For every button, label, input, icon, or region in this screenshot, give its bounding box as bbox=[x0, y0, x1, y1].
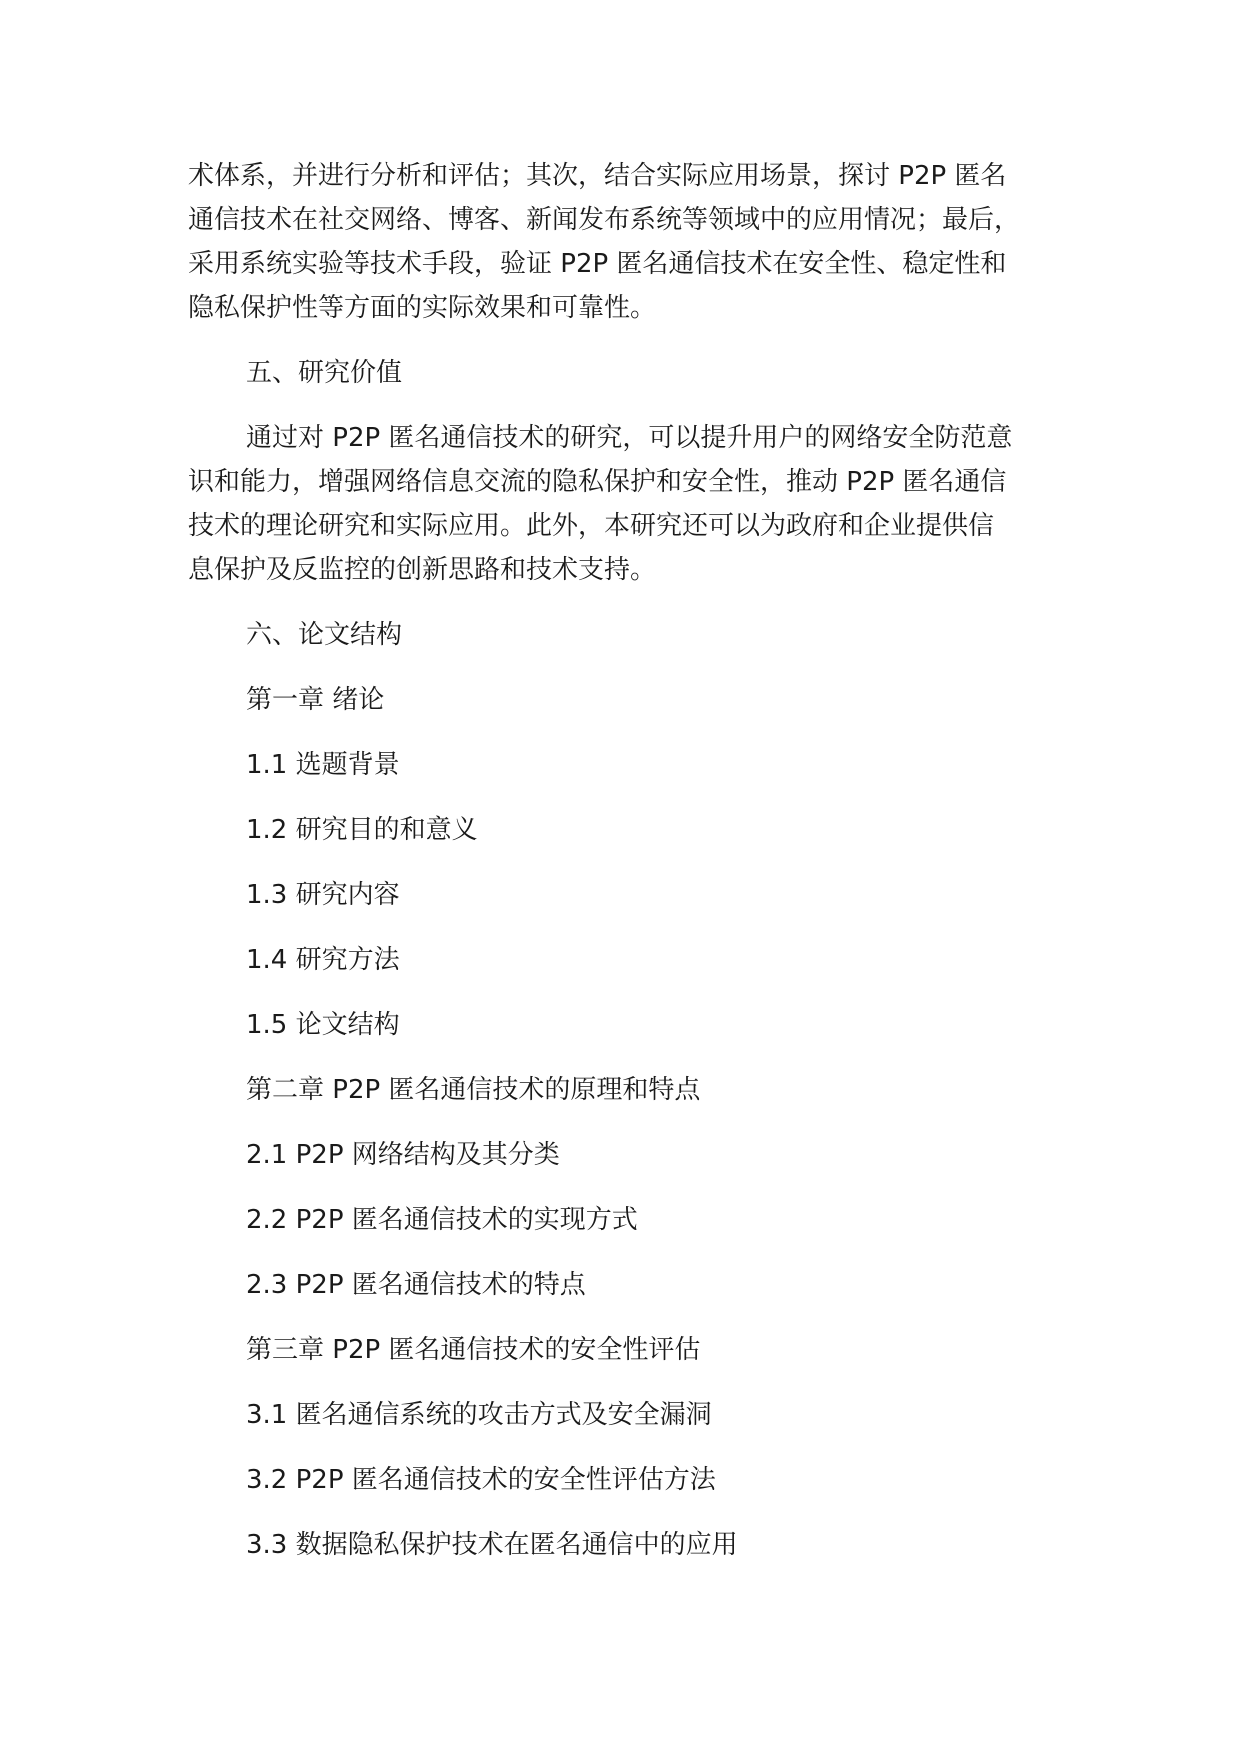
paragraph-research-value bbox=[188, 416, 1088, 592]
paragraph-line: 术体系，并进行分析和评估；其次，结合实际应用场景，探讨 P2P 匿名 bbox=[188, 161, 1007, 191]
paragraph-line: 隐私保护性等方面的实际效果和可靠性。 bbox=[188, 293, 657, 323]
paragraph-line: 技术的理论研究和实际应用。此外，本研究还可以为政府和企业提供信 bbox=[188, 511, 995, 541]
outline-item: 1.3 研究内容 bbox=[246, 880, 400, 910]
outline-item: 2.2 P2P 匿名通信技术的实现方式 bbox=[246, 1205, 638, 1235]
outline-item: 1.4 研究方法 bbox=[246, 945, 400, 975]
section-heading-thesis-structure: 六、论文结构 bbox=[246, 620, 403, 650]
outline-item: 1.1 选题背景 bbox=[246, 750, 400, 780]
thesis-outline bbox=[188, 657, 1088, 1567]
paragraph-line: 通信技术在社交网络、博客、新闻发布系统等领域中的应用情况；最后， bbox=[188, 205, 1021, 235]
outline-item: 第一章 绪论 bbox=[246, 685, 385, 715]
outline-item: 2.1 P2P 网络结构及其分类 bbox=[246, 1140, 560, 1170]
paragraph-line: 采用系统实验等技术手段，验证 P2P 匿名通信技术在安全性、稳定性和 bbox=[188, 249, 1007, 279]
outline-item: 3.3 数据隐私保护技术在匿名通信中的应用 bbox=[246, 1530, 738, 1560]
section-heading-research-value: 五、研究价值 bbox=[246, 358, 403, 388]
outline-item: 3.1 匿名通信系统的攻击方式及安全漏洞 bbox=[246, 1400, 712, 1430]
paragraph-line: 通过对 P2P 匿名通信技术的研究，可以提升用户的网络安全防范意 bbox=[246, 423, 1013, 453]
paragraph-line: 识和能力，增强网络信息交流的隐私保护和安全性，推动 P2P 匿名通信 bbox=[188, 467, 1007, 497]
outline-item: 3.2 P2P 匿名通信技术的安全性评估方法 bbox=[246, 1465, 716, 1495]
outline-item: 第三章 P2P 匿名通信技术的安全性评估 bbox=[246, 1335, 701, 1365]
paragraph-continued bbox=[188, 154, 1088, 330]
outline-item: 2.3 P2P 匿名通信技术的特点 bbox=[246, 1270, 586, 1300]
outline-item: 1.5 论文结构 bbox=[246, 1010, 400, 1040]
outline-item: 1.2 研究目的和意义 bbox=[246, 815, 478, 845]
document-body bbox=[188, 154, 1088, 1567]
outline-item: 第二章 P2P 匿名通信技术的原理和特点 bbox=[246, 1075, 701, 1105]
paragraph-line: 息保护及反监控的创新思路和技术支持。 bbox=[188, 555, 657, 585]
